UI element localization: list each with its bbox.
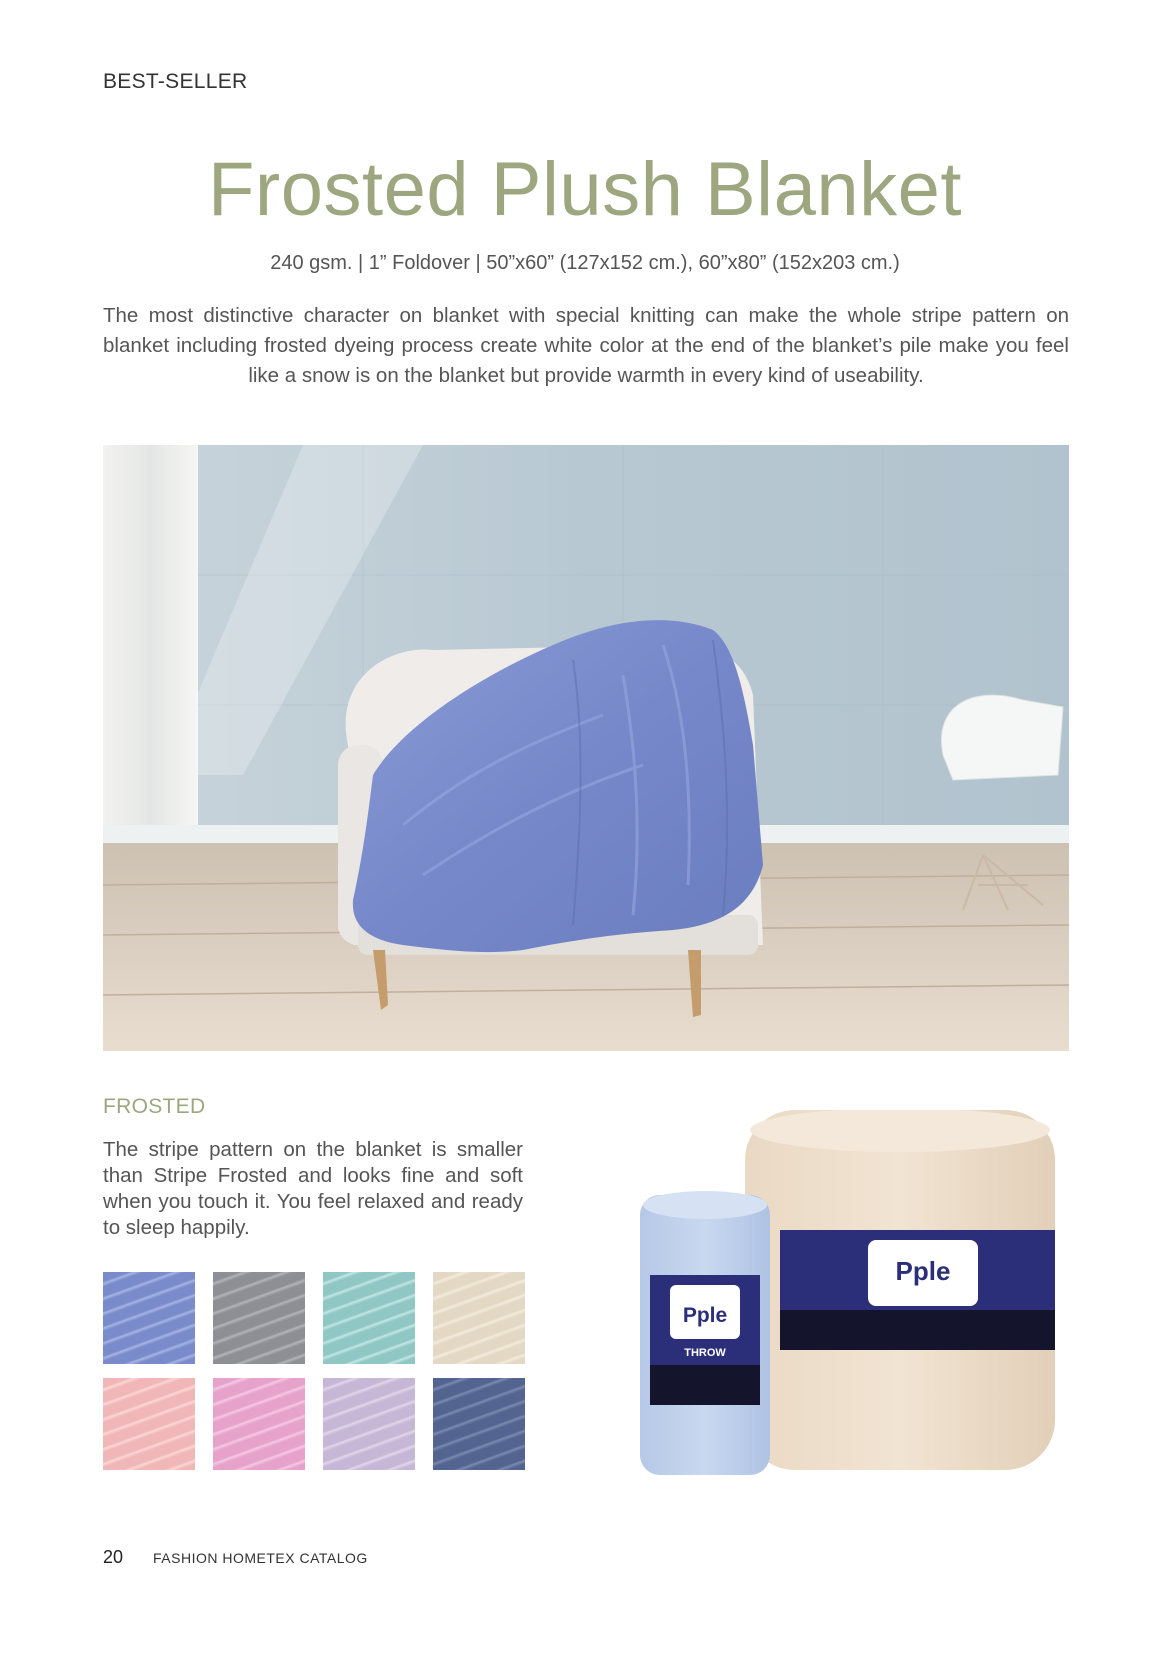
color-swatch-grid bbox=[103, 1272, 525, 1472]
hero-image bbox=[103, 445, 1069, 1051]
blanket-brand-logo: Pple bbox=[895, 1256, 951, 1286]
blanket-package-label: BLANKET bbox=[891, 1286, 955, 1301]
color-swatch bbox=[433, 1272, 525, 1364]
catalog-name: FASHION HOMETEX CATALOG bbox=[153, 1550, 368, 1566]
product-specs: 240 gsm. | 1” Foldover | 50”x60” (127x152 cm.), 60”x80” (152x203 cm.) bbox=[270, 252, 900, 274]
throw-brand-logo: Pple bbox=[682, 1304, 728, 1327]
color-swatch bbox=[103, 1378, 195, 1470]
variant-heading: FROSTED bbox=[103, 1095, 206, 1118]
packaging-image bbox=[640, 1110, 1060, 1480]
section-tag: BEST-SELLER bbox=[103, 70, 248, 93]
color-swatch bbox=[323, 1378, 415, 1470]
color-swatch bbox=[213, 1378, 305, 1470]
page-number: 20 bbox=[103, 1547, 124, 1567]
color-swatch bbox=[103, 1272, 195, 1364]
color-swatch bbox=[213, 1272, 305, 1364]
product-description: The most distinctive character on blanket with special knitting can make the whole stripe pattern on blanket including frosted dyeing process create white color at the end of the blanket’s pile make you feel like a snow is on the blanket but provide warmth in every kind of useability. bbox=[103, 304, 1069, 387]
color-swatch bbox=[433, 1378, 525, 1470]
page-title: Frosted Plush Blanket bbox=[208, 147, 962, 232]
throw-package-label: THROW bbox=[684, 1347, 726, 1359]
color-swatch bbox=[323, 1272, 415, 1364]
variant-description: The stripe pattern on the blanket is smaller than Stripe Frosted and looks fine and soft when you touch it. You feel relaxed and ready to sleep happily. bbox=[103, 1138, 523, 1239]
